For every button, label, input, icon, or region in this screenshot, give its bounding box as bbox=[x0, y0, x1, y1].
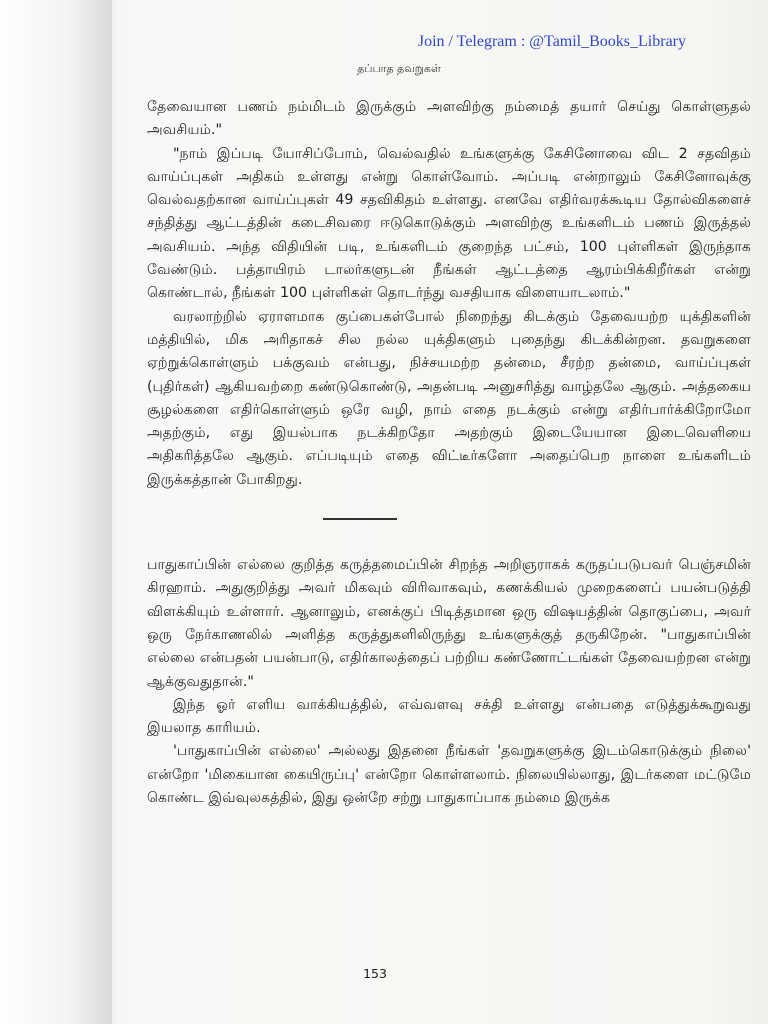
paragraph: தேவையான பணம் நம்மிடம் இருக்கும் அளவிற்கு நம்மைத் தயார் செய்து கொள்ளுதல் அவசியம்." bbox=[147, 99, 751, 139]
telegram-watermark: Join / Telegram : @Tamil_Books_Library bbox=[417, 33, 686, 50]
page-number-text: 153 bbox=[363, 966, 387, 981]
page-body bbox=[147, 96, 751, 810]
running-head bbox=[0, 62, 768, 77]
paragraph: 'பாதுகாப்பின் எல்லை' அல்லது இதனை நீங்கள் 'தவறுகளுக்கு இடம்கொடுக்கும் நிலை' என்றோ 'மிகையான கையிருப்பு' என்றோ கொள்ளலாம். நிலையில்லாது, இடர்களை மட்டுமே கொண்ட இவ்வுலகத்தில், இது ஒன்றே சற்று பாதுகாப்பாக நம்மை இருக்க bbox=[147, 743, 751, 807]
running-head-title: தப்பாத தவறுகள் bbox=[357, 62, 441, 75]
separator-rule bbox=[323, 518, 397, 520]
page-gutter-shadow bbox=[0, 0, 112, 1024]
page-number bbox=[0, 966, 768, 981]
paragraph: "நாம் இப்படி யோசிப்போம், வெல்வதில் உங்களுக்கு கேசினோவை விட 2 சதவிதம் வாய்ப்புகள் அதிகம் உள்ளது என்று கொள்வோம். அப்படி என்றாலும் கேசினோவுக்கு வெல்வதற்கான வாய்ப்புகள் 49 சதவிகிதம் உள்ளது. எனவே எதிர்வரக்கூடிய தோல்விகளைச் சந்தித்து ஆட்டத்தின் கடைசிவரை ஈடுகொடுக்கும் அளவிற்கு உங்களிடம் பணம் இருத்தல் அவசியம். அந்த விதியின் படி, உங்களிடம் குறைந்த பட்சம், 100 புள்ளிகள் இருந்தாக வேண்டும். பத்தாயிரம் டாலர்களுடன் நீங்கள் ஆட்டத்தை ஆரம்பிக்கிறீர்கள் என்று கொண்டால், நீங்கள் 100 புள்ளிகள் தொடர்ந்து வசதியாக விளையாடலாம்." bbox=[147, 145, 751, 302]
paragraph: வரலாற்றில் ஏராளமாக குப்பைகள்போல் நிறைந்து கிடக்கும் தேவையற்ற யுக்திகளின் மத்தியில், மிக அரிதாகச் சில நல்ல யுக்திகளும் புதைந்து கிடக்கின்றன. தவறுகளை ஏற்றுக்கொள்ளும் பக்குவம் என்பது, நிச்சயமற்ற தன்மை, சீரற்ற தன்மை, வாய்ப்புகள் (புதிர்கள்) ஆகியவற்றை கண்டுகொண்டு, அதன்படி அனுசரித்து வாழ்தலே ஆகும். அத்தகைய சூழல்களை எதிர்கொள்ளும் ஒரே வழி, நாம் எதை நடக்கும் என்று எதிர்பார்க்கிறோமோ அதற்கும், எது இயல்பாக நடக்கிறதோ அதற்கும் இடையேயான இடைவெளியை அதிகரித்தலே ஆகும். எப்படியும் எதை விட்டீர்களோ அதைப்பெற நாளை உங்களிடம் இருக்கத்தான் போகிறது. bbox=[147, 308, 751, 488]
paragraph: பாதுகாப்பின் எல்லை குறித்த கருத்தமைப்பின் சிறந்த அறிஞராகக் கருதப்படுபவர் பெஞ்சமின் கிரஹாம். அதுகுறித்து அவர் மிகவும் விரிவாகவும், கணக்கியல் முறைகளைப் பயன்படுத்தி விளக்கியும் உள்ளார். ஆனாலும், எனக்குப் பிடித்தமான ஒரு விஷயத்தின் தொகுப்பை, அவர் ஒரு நேர்காணலில் அளித்த கருத்துகளிலிருந்து உங்களுக்குத் தருகிறேன். "பாதுகாப்பின் எல்லை என்பதன் பயன்பாடு, எதிர்காலத்தைப் பற்றிய கண்ணோட்டங்கள் தேவையற்றன என்று ஆக்குவதுதான்." bbox=[147, 557, 751, 690]
paragraph: இந்த ஓர் எளிய வாக்கியத்தில், எவ்வளவு சக்தி உள்ளது என்பதை எடுத்துக்கூறுவது இயலாத காரியம். bbox=[147, 696, 751, 737]
section-separator bbox=[147, 492, 751, 554]
